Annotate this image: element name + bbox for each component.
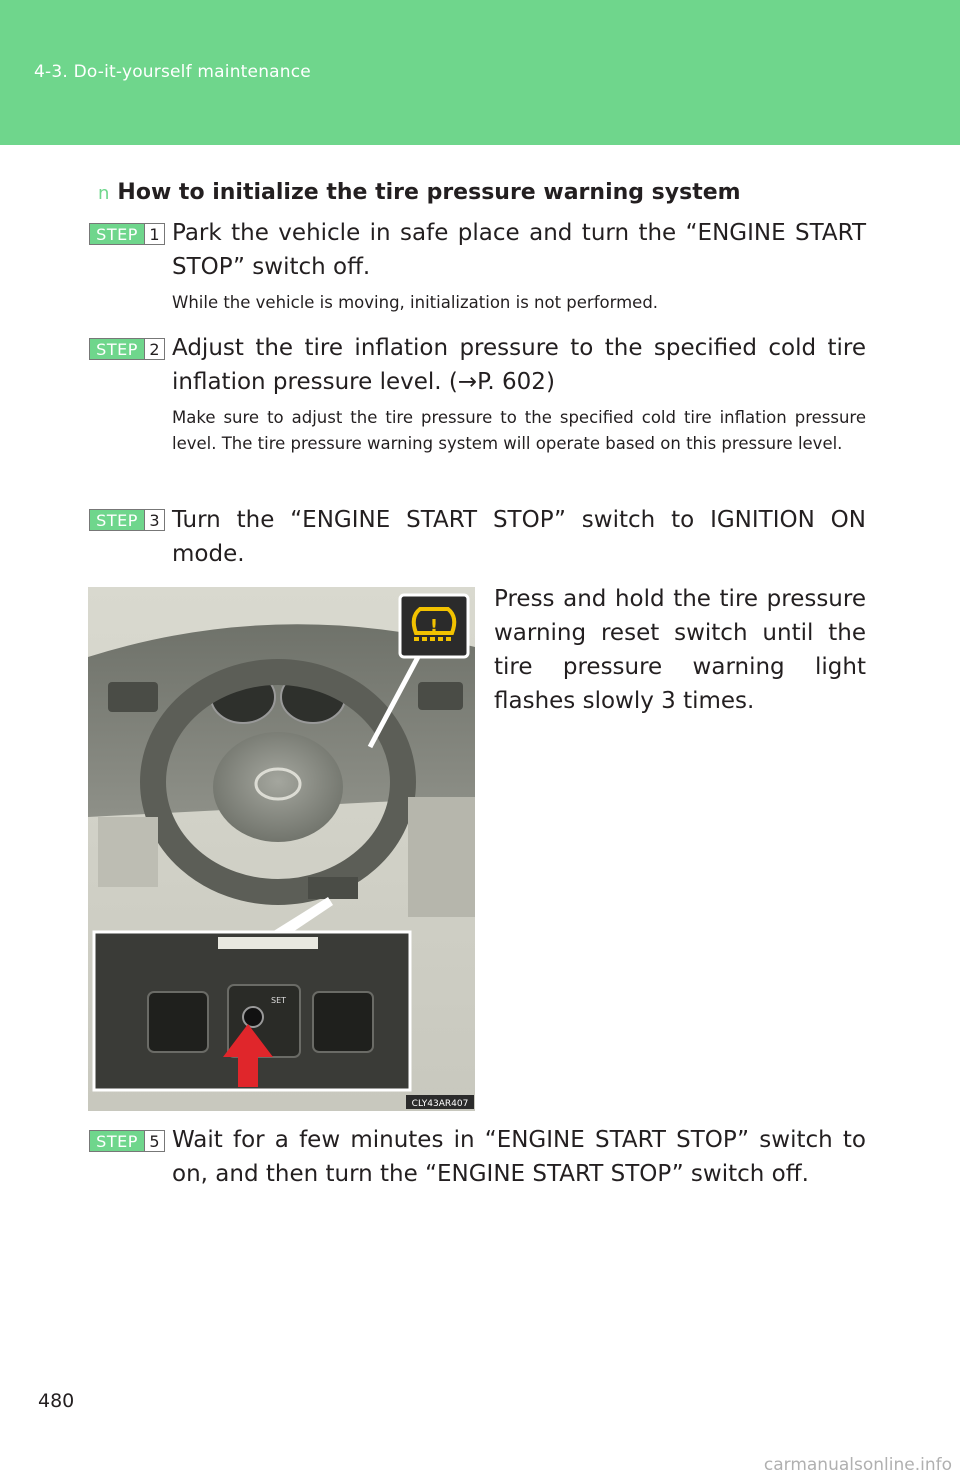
section-subheading [98,180,741,205]
svg-text:SET: SET [271,996,287,1005]
svg-text:!: ! [429,616,439,637]
watermark: carmanualsonline.info [763,1455,952,1475]
step-label: STEP [90,339,144,359]
page-number: 480 [38,1390,75,1412]
bullet-icon: n [98,183,110,204]
step-label: STEP [90,224,144,244]
dashboard-drawing [88,587,475,1111]
section-title: 4-3. Do-it-yourself maintenance [34,62,311,82]
step-2-note: Make sure to adjust the tire pressure to the specified cold tire inflation pressure level. The tire pressure warning system will operate based on this pressure level. [172,408,866,453]
step-5-text: Wait for a few minutes in “ENGINE START STOP” switch to on, and then turn the “ENGINE START STOP” switch off. [172,1127,866,1187]
step-label: STEP [90,510,144,530]
step-label: STEP [90,1131,144,1151]
step-number: 2 [144,339,164,359]
step-badge-3 [89,509,165,531]
step-1-text: Park the vehicle in safe place and turn the “ENGINE START STOP” switch off. [172,220,866,280]
step-badge-2 [89,338,165,360]
step-2-text: Adjust the tire inflation pressure to the specified cold tire inflation pressure level. (→P. 602) [172,335,866,395]
step-number: 5 [144,1131,164,1151]
dashboard-illustration [88,587,475,1111]
step-4-text: Press and hold the tire pressure warning reset switch until the tire pressure warning light flashes slowly 3 times. [494,586,866,714]
svg-text:CLY43AR407: CLY43AR407 [411,1099,469,1109]
step-badge-5 [89,1130,165,1152]
step-number: 3 [144,510,164,530]
step-number: 1 [144,224,164,244]
step-3-text: Turn the “ENGINE START STOP” switch to IGNITION ON mode. [172,507,866,567]
subheading-text: How to initialize the tire pressure warning system [117,180,741,205]
step-1-note: While the vehicle is moving, initialization is not performed. [172,293,659,312]
step-badge-1 [89,223,165,245]
